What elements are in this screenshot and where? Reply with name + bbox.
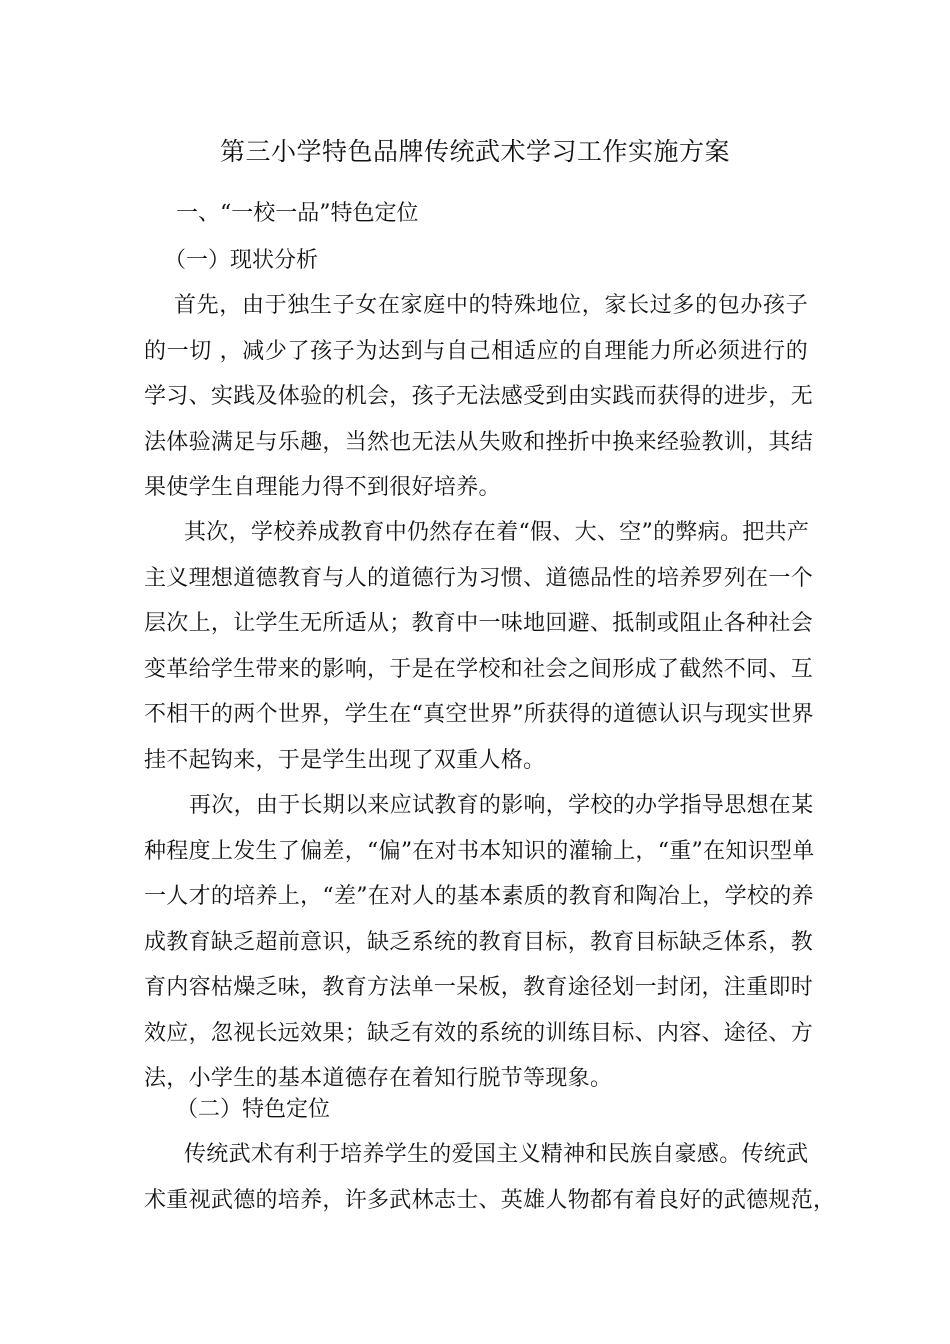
paragraph-2 [144, 510, 814, 783]
paragraph-line: 术重视武德的培养，许多武林志士、英雄人物都有着良好的武德规范， [144, 1187, 836, 1213]
paragraph-4 [144, 1132, 836, 1223]
paragraph-line: 不相干的两个世界，学生在“真空世界”所获得的道德认识与现实世界 [144, 702, 814, 727]
paragraph-line: 首先，由于独生子女在家庭中的特殊地位，家长过多的包办孩子 [174, 293, 808, 318]
paragraph-line: 传统武术有利于培养学生的爱国主义精神和民族自豪感。传统武 [184, 1142, 809, 1167]
paragraph-line: 挂不起钩来，于是学生出现了双重人格。 [144, 747, 546, 773]
paragraph-line: 种程度上发生了偏差，“偏”在对书本知识的灌输上，“重”在知识型单 [144, 838, 815, 864]
paragraph-1 [144, 283, 814, 511]
paragraph-line: 法体验满足与乐趣，当然也无法从失败和挫折中换来经验教训，其结 [144, 429, 814, 455]
paragraph-line: 的一切 ，减少了孩子为达到与自己相适应的自理能力所必须进行的 [144, 338, 808, 364]
paragraph-line: 学习、实践及体验的机会，孩子无法感受到由实践而获得的进步，无 [144, 384, 814, 409]
paragraph-3 [144, 783, 815, 1102]
paragraph-line: 果使学生自理能力得不到很好培养。 [144, 475, 501, 500]
paragraph-line: 育内容枯燥乏味，教育方法单一呆板，教育途径划一封闭，注重即时 [144, 975, 814, 1000]
paragraph-line: 再次，由于长期以来应试教育的影响，学校的办学指导思想在某 [189, 793, 814, 818]
paragraph-line: 成教育缺乏超前意识，缺乏系统的教育目标，教育目标缺乏体系，教 [144, 929, 814, 955]
paragraph-line: 其次，学校养成教育中仍然存在着“假、大、空”的弊病。把共产 [184, 520, 810, 545]
paragraph-line: 变革给学生带来的影响，于是在学校和社会之间形成了截然不同、互 [144, 656, 814, 682]
document-title: 第三小学特色品牌传统武术学习工作实施方案 [219, 137, 730, 166]
paragraph-line: 效应，忽视长远效果；缺乏有效的系统的训练目标、内容、途径、方 [144, 1020, 814, 1046]
paragraph-line: 主义理想道德教育与人的道德行为习惯、道德品性的培养罗列在一个 [144, 565, 814, 591]
paragraph-line: 层次上，让学生无所适从；教育中一味地回避、抵制或阻止各种社会 [144, 611, 814, 636]
paragraph-line: 一人才的培养上，“差”在对人的基本素质的教育和陶冶上，学校的养 [144, 884, 814, 909]
subsection-heading-positioning: （二）特色定位 [176, 1097, 331, 1122]
section-heading-1: 一、“一校一品”特色定位 [176, 201, 419, 226]
subsection-heading-current-analysis: （一）现状分析 [164, 248, 319, 273]
paragraph-line: 法，小学生的基本道德存在着知行脱节等现象。 [144, 1066, 613, 1091]
